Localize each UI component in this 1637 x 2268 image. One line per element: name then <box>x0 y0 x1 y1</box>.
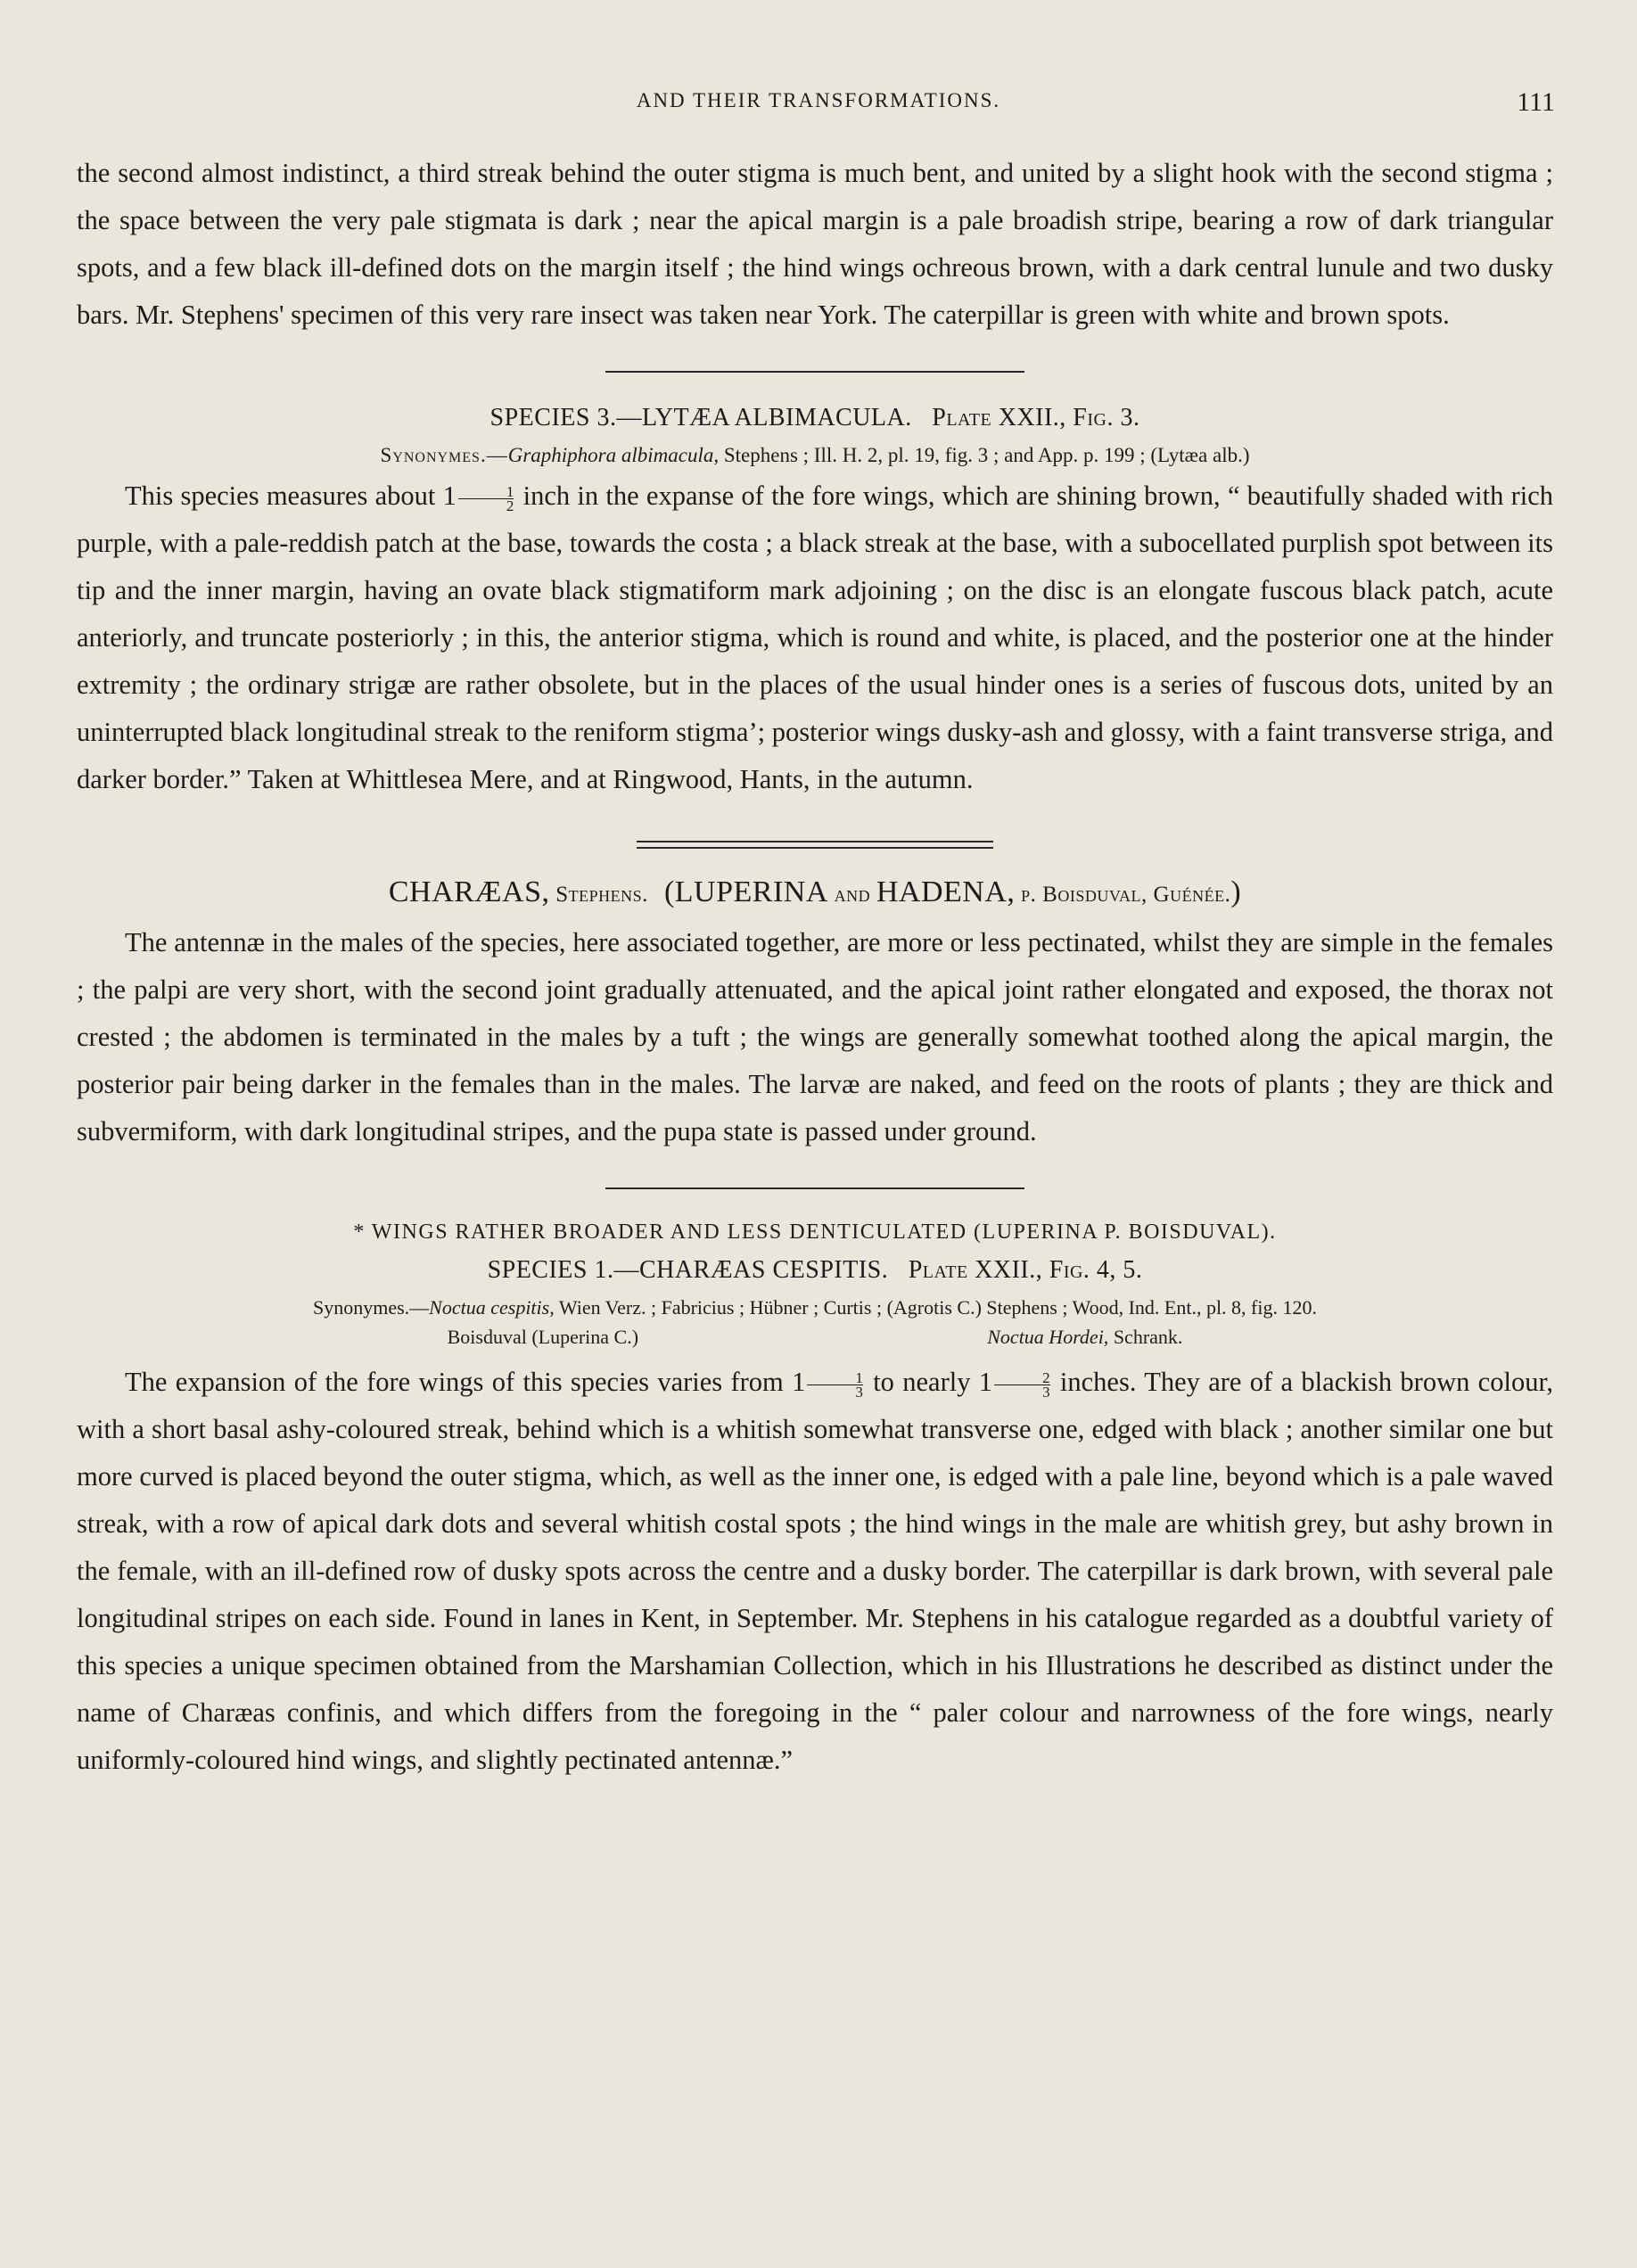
species-1-synonymes <box>77 1293 1553 1352</box>
fraction <box>458 482 514 514</box>
fraction <box>807 1368 863 1401</box>
genus-rule <box>637 841 993 849</box>
synonymes-label: Synonymes.— <box>380 444 508 466</box>
closing-paren: ) <box>1230 875 1242 908</box>
species-3-plate: Plate XXII., Fig. 3. <box>932 404 1140 431</box>
description-text: to nearly 1 <box>864 1367 993 1397</box>
description-text: This species measures about 1 <box>125 481 457 511</box>
fraction-denominator: 2 <box>506 497 514 514</box>
genus-synonym-authors: p. Boisduval, Guénée. <box>1015 883 1231 907</box>
synonym-name: Graphiphora albimacula, <box>507 444 720 466</box>
opening-paragraph: the second almost indistinct, a third streak behind the outer stigma is much bent, and united by a slight hook with the second stigma ; the space between the very pale stigmata is dark ; near the apical margin is a pale broadish stripe, bearing a row of dark triangular spots, and a few black ill-defined dots on the margin itself ; the hind wings ochreous brown, with a dark central lunule and two dusky bars. Mr. Stephens' specimen of this very rare insect was taken near York. The caterpillar is green with white and brown spots. <box>77 158 1553 330</box>
fraction-numerator: 1 <box>807 1371 863 1385</box>
running-head: AND THEIR TRANSFORMATIONS. <box>636 89 1001 111</box>
fraction-numerator: 2 <box>994 1371 1050 1385</box>
synonym-schrank <box>987 1322 1182 1352</box>
synonym-refs: Stephens ; Ill. H. 2, pl. 19, fig. 3 ; and App. p. 199 ; (Lytæa alb.) <box>719 444 1250 466</box>
synonymes-line-1 <box>77 1293 1553 1322</box>
synonym-name: Noctua cespitis, <box>429 1296 555 1319</box>
fraction-denominator: 3 <box>855 1383 863 1401</box>
fraction-numerator: 1 <box>458 485 514 499</box>
species-3-heading <box>77 398 1553 439</box>
fraction <box>994 1368 1050 1401</box>
section-rule <box>605 371 1024 373</box>
species-3-title: SPECIES 3.—LYTÆA ALBIMACULA. <box>489 404 912 431</box>
fraction-denominator: 3 <box>1042 1383 1050 1401</box>
species-1-heading <box>77 1250 1553 1291</box>
species-3-synonymes <box>77 439 1553 472</box>
subsection-heading: * WINGS RATHER BROADER AND LESS DENTICULATED (LUPERINA P. BOISDUVAL). <box>353 1220 1277 1244</box>
synonym-author: Schrank. <box>1108 1326 1183 1348</box>
genus-heading <box>77 868 1553 919</box>
species-1-plate: Plate XXII., Fig. 4, 5. <box>908 1256 1143 1284</box>
synonymes-label: Synonymes.— <box>312 1296 430 1319</box>
species-1-title: SPECIES 1.—CHARÆAS CESPITIS. <box>487 1256 889 1284</box>
genus-description: The antennæ in the males of the species, here associated together, are more or less pectinated, whilst they are simple in the females ; the palpi are very short, with the second joint gradually attenuated, and the apical joint rather elongated and exposed, the thorax not crested ; the abdomen is terminated in the males by a tuft ; the wings are generally somewhat toothed along the apical margin, the posterior pair being darker in the females than in the males. The larvæ are naked, and feed on the roots of plants ; they are thick and subvermiform, with dark longitudinal stripes, and the pupa state is passed under ground. <box>77 927 1553 1146</box>
genus-synonym-2: HADENA, <box>876 875 1016 908</box>
subsection-rule <box>605 1187 1024 1189</box>
synonymes-line-2 <box>77 1322 1553 1352</box>
synonym-refs: Wien Verz. ; Fabricius ; Hübner ; Curtis ; (Agrotis C.) Stephens ; Wood, Ind. Ent., pl. 8, fig. 120. <box>554 1296 1317 1319</box>
description-text: The expansion of the fore wings of this species varies from 1 <box>125 1367 806 1397</box>
conjunction: and <box>827 883 876 907</box>
genus-synonym: (LUPERINA <box>663 875 828 908</box>
genus-name: CHARÆAS, <box>388 875 550 908</box>
synonym-name: Noctua Hordei, <box>987 1326 1109 1348</box>
synonym-boisduval: Boisduval (Luperina C.) <box>447 1326 639 1348</box>
description-text: inches. They are of a blackish brown colour, with a short basal ashy-coloured streak, behind which is a whitish somewhat transverse one, edged with black ; another similar one but more curved is placed beyond the outer stigma, which, as well as the inner one, is edged with a pale line, beyond which is a pale waved streak, with a row of apical dark dots and several whitish costal spots ; the hind wings in the male are whitish grey, but ashy brown in the female, with an ill-defined row of dusky spots across the centre and a dusky border. The caterpillar is dark brown, with several pale longitudinal stripes on each side. Found in lanes in Kent, in September. Mr. Stephens in his catalogue regarded as a doubtful variety of this species a unique specimen obtained from the Marshamian Collection, which in his Illustrations he described as distinct under the name of Charæas confinis, and which differs from the foregoing in the “ paler colour and narrowness of the fore wings, nearly uniformly-coloured hind wings, and slightly pectinated antennæ.” <box>77 1367 1553 1775</box>
species-1-description <box>77 1359 1553 1784</box>
genus-author: Stephens. <box>549 883 648 907</box>
page-body <box>77 150 1553 1784</box>
description-text: inch in the expanse of the fore wings, which are shining brown, “ beautifully shaded with rich purple, with a pale-reddish patch at the base, towards the costa ; a black streak at the base, with a subocellated purplish spot between its tip and the inner margin, having an ovate black stigmatiform mark adjoining ; on the disc is an elongate fuscous black patch, acute anteriorly, and truncate posteriorly ; in this, the anterior stigma, which is round and white, is placed, and the posterior one at the hinder extremity ; the ordinary strigæ are rather obsolete, but in the places of the usual hinder ones is a series of fuscous dots, united by an uninterrupted black longitudinal streak to the reniform stigma’; posterior wings dusky-ash and glossy, with a faint transverse striga, and darker border.” Taken at Whittlesea Mere, and at Ringwood, Hants, in the autumn. <box>77 481 1553 794</box>
species-3-description <box>77 472 1553 803</box>
page-number: 111 <box>1517 87 1555 117</box>
